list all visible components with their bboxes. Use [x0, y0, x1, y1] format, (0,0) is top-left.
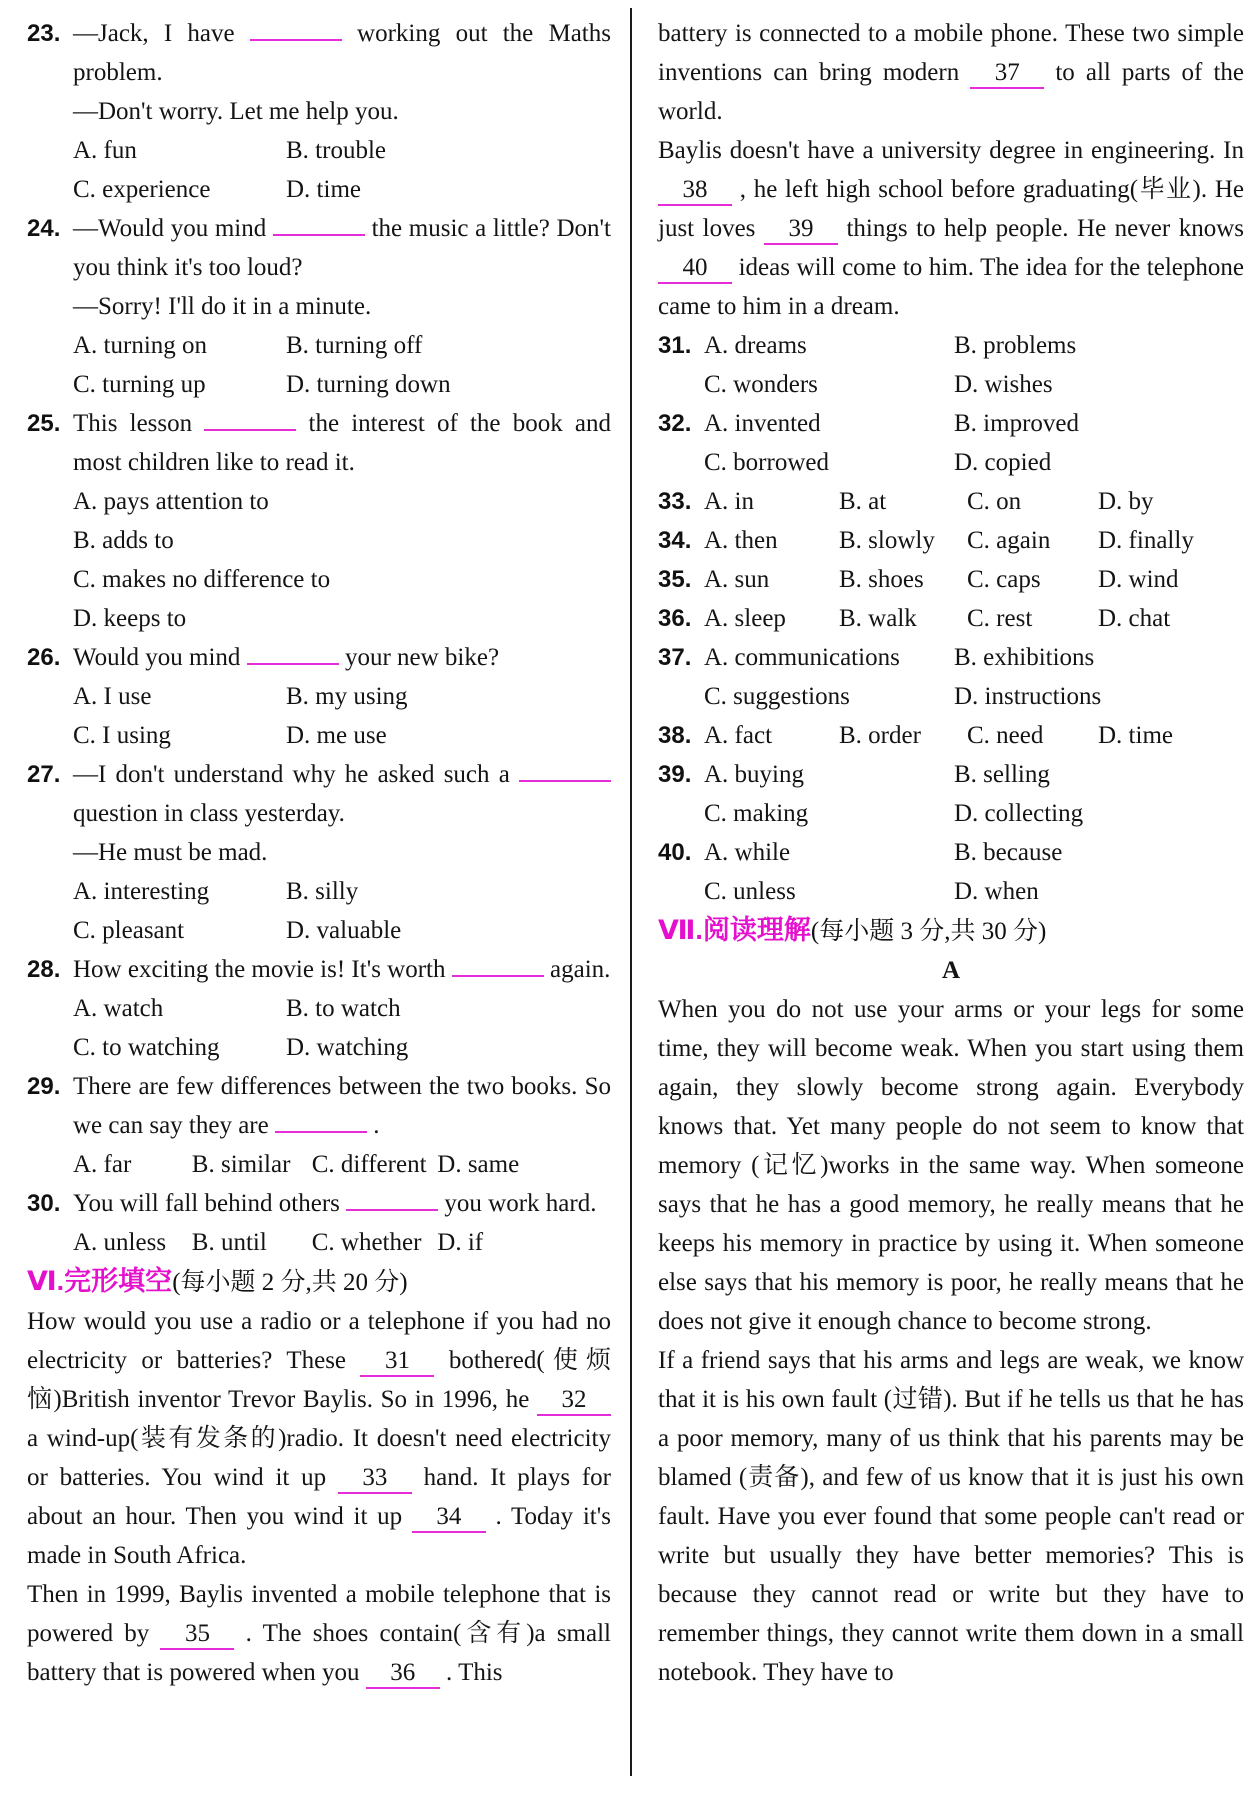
answer-blank-26	[247, 663, 339, 665]
option-35-C: C. caps	[967, 566, 1041, 593]
question-25-options	[73, 482, 611, 638]
option-29-D: D. same	[437, 1151, 520, 1178]
question-39	[658, 755, 1244, 833]
text-run: There are few differences between the two books. So we can say they are	[73, 1073, 611, 1139]
question-29-options	[73, 1145, 611, 1184]
answer-blank-27	[519, 780, 611, 782]
cloze-passage-left	[27, 1302, 611, 1692]
blank-40: 40	[658, 254, 732, 284]
question-27-text	[73, 755, 611, 833]
option-40-D: D. when	[954, 878, 1039, 905]
option-23-A: A. fun	[73, 137, 137, 164]
question-23-text	[73, 92, 611, 131]
question-number-23: 23.	[27, 20, 61, 47]
option-35-B: B. shoes	[839, 566, 924, 593]
section-header-reading	[658, 911, 1244, 951]
blank-37: 37	[970, 59, 1044, 89]
option-31-A: A. dreams	[704, 332, 807, 359]
option-30-B: B. until	[191, 1229, 267, 1256]
cloze-paragraph-1	[27, 1302, 611, 1575]
option-24-B: B. turning off	[286, 332, 423, 359]
question-38	[658, 716, 1244, 755]
option-40-B: B. because	[954, 839, 1063, 866]
question-number-24: 24.	[27, 215, 61, 242]
option-32-B: B. improved	[954, 410, 1079, 437]
question-number-31: 31.	[658, 332, 692, 359]
option-32-A: A. invented	[704, 410, 821, 437]
option-27-B: B. silly	[286, 878, 359, 905]
question-24	[27, 209, 611, 404]
question-28-options	[73, 989, 611, 1067]
question-number-25: 25.	[27, 410, 61, 437]
question-31-options	[704, 326, 1244, 404]
answer-blank-30	[346, 1209, 438, 1211]
option-28-A: A. watch	[73, 995, 164, 1022]
question-30-options	[73, 1223, 611, 1262]
text-run: You will fall behind others	[73, 1190, 347, 1217]
question-number-29: 29.	[27, 1073, 61, 1100]
question-36	[658, 599, 1244, 638]
option-33-D: D. by	[1098, 488, 1154, 515]
question-24-options	[73, 326, 611, 404]
question-32	[658, 404, 1244, 482]
option-35-D: D. wind	[1098, 566, 1179, 593]
question-27	[27, 755, 611, 950]
questions-31-40	[658, 326, 1244, 911]
cloze-passage-right	[658, 14, 1244, 326]
blank-31: 31	[360, 1347, 434, 1377]
blank-36: 36	[366, 1659, 440, 1689]
left-column	[27, 14, 611, 1692]
question-34-options	[704, 521, 1244, 560]
question-number-37: 37.	[658, 644, 692, 671]
option-34-B: B. slowly	[839, 527, 935, 554]
text-run: things to help people. He never knows	[837, 215, 1244, 242]
blank-33: 33	[338, 1464, 412, 1494]
text-run: Would you mind	[73, 644, 247, 671]
text-run: —Sorry! I'll do it in a minute.	[73, 293, 372, 320]
question-30	[27, 1184, 611, 1262]
cloze-section-title: Ⅵ.完形填空	[27, 1266, 173, 1296]
option-38-D: D. time	[1098, 722, 1173, 749]
text-run: a wind-up(装有发条的)radio. It doesn't need electricity or batteries. You wind it up	[27, 1425, 611, 1491]
text-run: . This	[439, 1659, 503, 1686]
option-33-C: C. on	[967, 488, 1022, 515]
option-29-B: B. similar	[191, 1151, 291, 1178]
answer-blank-23	[250, 39, 342, 41]
question-35	[658, 560, 1244, 599]
cloze-section-points: (每小题 2 分,共 20 分)	[172, 1269, 408, 1296]
cloze-paragraph-cont-1	[658, 14, 1244, 131]
option-26-A: A. I use	[73, 683, 152, 710]
question-29-text	[73, 1067, 611, 1145]
question-33	[658, 482, 1244, 521]
answer-blank-29	[275, 1131, 367, 1133]
question-25	[27, 404, 611, 638]
text-run: Baylis doesn't have a university degree in engineering. In	[658, 137, 1244, 164]
option-31-D: D. wishes	[954, 371, 1053, 398]
option-23-C: C. experience	[73, 176, 211, 203]
text-run: working out the Maths problem.	[73, 20, 611, 86]
question-number-38: 38.	[658, 722, 692, 749]
text-run: the interest of the book and most children like to read it.	[73, 410, 611, 476]
option-30-A: A. unless	[73, 1229, 167, 1256]
option-37-C: C. suggestions	[704, 683, 850, 710]
option-34-A: A. then	[704, 527, 778, 554]
option-30-D: D. if	[437, 1229, 484, 1256]
option-38-B: B. order	[839, 722, 921, 749]
option-26-C: C. I using	[73, 722, 171, 749]
blank-34: 34	[412, 1503, 486, 1533]
text-run: to all parts of the world.	[658, 59, 1244, 125]
question-number-27: 27.	[27, 761, 61, 788]
option-40-A: A. while	[704, 839, 791, 866]
column-divider	[630, 8, 632, 1776]
option-28-B: B. to watch	[286, 995, 401, 1022]
text-run: bothered(使烦恼)British inventor Trevor Baylis. So in 1996, he	[27, 1347, 611, 1413]
text-run: question in class yesterday.	[73, 800, 345, 827]
question-27-text	[73, 833, 611, 872]
question-39-options	[704, 755, 1244, 833]
option-27-A: A. interesting	[73, 878, 210, 905]
option-24-C: C. turning up	[73, 371, 206, 398]
question-28	[27, 950, 611, 1067]
option-34-D: D. finally	[1098, 527, 1194, 554]
question-40-options	[704, 833, 1244, 911]
question-number-36: 36.	[658, 605, 692, 632]
question-28-text	[73, 950, 611, 989]
questions-23-30	[27, 14, 611, 1262]
option-28-D: D. watching	[286, 1034, 409, 1061]
question-26-options	[73, 677, 611, 755]
question-33-options	[704, 482, 1244, 521]
reading-section-title: Ⅶ.阅读理解	[658, 915, 811, 945]
option-25-A: A. pays attention to	[73, 488, 269, 515]
option-31-B: B. problems	[954, 332, 1077, 359]
section-header-cloze	[27, 1262, 611, 1302]
question-24-text	[73, 287, 611, 326]
text-run: the music a little? Don't you think it's too loud?	[73, 215, 612, 281]
text-run: —Jack, I have	[73, 20, 250, 47]
option-28-C: C. to watching	[73, 1034, 220, 1061]
text-run: your new bike?	[338, 644, 500, 671]
option-36-C: C. rest	[967, 605, 1033, 632]
question-number-26: 26.	[27, 644, 61, 671]
option-29-C: C. different	[311, 1151, 427, 1178]
question-23	[27, 14, 611, 209]
text-run: . The shoes contain(含有)a small battery that is powered when you	[27, 1620, 611, 1686]
question-number-39: 39.	[658, 761, 692, 788]
option-27-C: C. pleasant	[73, 917, 185, 944]
text-run: How exciting the movie is! It's worth	[73, 956, 452, 983]
option-33-A: A. in	[704, 488, 754, 515]
question-37	[658, 638, 1244, 716]
cloze-paragraph-cont-2	[658, 131, 1244, 326]
option-36-B: B. walk	[839, 605, 917, 632]
text-run: . Today it's made in South Africa.	[27, 1503, 611, 1569]
option-30-C: C. whether	[311, 1229, 422, 1256]
text-run: you work hard.	[438, 1190, 597, 1217]
text-run: .	[366, 1112, 380, 1139]
text-run: —I don't understand why he asked such a	[73, 761, 519, 788]
right-column	[658, 14, 1244, 1692]
question-number-35: 35.	[658, 566, 692, 593]
reading-section-points: (每小题 3 分,共 30 分)	[810, 918, 1047, 945]
question-23-options	[73, 131, 611, 209]
text-run: If a friend says that his arms and legs are weak, we know that it is his own fault (过错). But if he tells us that he has a poor memory, many of us think that his parents may be blamed (责备), and few of us know that it is just his own fault. Have you ever found that some people can't read or write but usually they have better memories? This is because they cannot read or write but they have to remember things, they cannot write them down in a small notebook. They have to	[658, 1347, 1244, 1686]
option-26-B: B. my using	[286, 683, 408, 710]
option-24-A: A. turning on	[73, 332, 208, 359]
question-31	[658, 326, 1244, 404]
option-29-A: A. far	[73, 1151, 132, 1178]
option-27-D: D. valuable	[286, 917, 402, 944]
reading-paragraph-2	[658, 1341, 1244, 1692]
blank-38: 38	[658, 176, 732, 206]
option-37-D: D. instructions	[954, 683, 1102, 710]
question-number-30: 30.	[27, 1190, 61, 1217]
text-run: again.	[543, 956, 611, 983]
option-32-D: D. copied	[954, 449, 1052, 476]
text-run: When you do not use your arms or your legs for some time, they will become weak. When you start using them again, they slowly become strong again. Everybody knows that. Yet many people do not seem to know that memory (记忆)works in the same way. When someone says that he has a good memory, he really means that he keeps his memory in practice by using it. When someone else says that his memory is poor, he really means that he does not give it enough chance to become strong.	[658, 996, 1244, 1335]
reading-paragraph-1	[658, 990, 1244, 1341]
text-run: Then in 1999, Baylis invented a mobile telephone that is powered by	[27, 1581, 611, 1647]
blank-35: 35	[160, 1620, 234, 1650]
option-39-D: D. collecting	[954, 800, 1084, 827]
question-29	[27, 1067, 611, 1184]
question-38-options	[704, 716, 1244, 755]
text-run: —Don't worry. Let me help you.	[73, 98, 399, 125]
text-run: , he left high school before graduating(毕业). He just loves	[658, 176, 1244, 242]
question-number-28: 28.	[27, 956, 61, 983]
question-40	[658, 833, 1244, 911]
question-35-options	[704, 560, 1244, 599]
option-25-C: C. makes no difference to	[73, 566, 331, 593]
option-26-D: D. me use	[286, 722, 387, 749]
reading-passage-a	[658, 990, 1244, 1692]
text-run: hand. It plays for about an hour. Then you wind it up	[27, 1464, 611, 1530]
question-24-text	[73, 209, 611, 287]
question-36-options	[704, 599, 1244, 638]
option-24-D: D. turning down	[286, 371, 451, 398]
question-number-34: 34.	[658, 527, 692, 554]
blank-32: 32	[537, 1386, 611, 1416]
text-run: How would you use a radio or a telephone if you had no electricity or batteries? These	[27, 1308, 611, 1374]
question-number-33: 33.	[658, 488, 692, 515]
cloze-paragraph-2	[27, 1575, 611, 1692]
question-34	[658, 521, 1244, 560]
question-32-options	[704, 404, 1244, 482]
question-number-32: 32.	[658, 410, 692, 437]
option-39-B: B. selling	[954, 761, 1050, 788]
option-35-A: A. sun	[704, 566, 770, 593]
blank-39: 39	[764, 215, 838, 245]
answer-blank-25	[204, 429, 296, 431]
option-25-B: B. adds to	[73, 527, 174, 554]
option-37-A: A. communications	[704, 644, 900, 671]
question-25-text	[73, 404, 611, 482]
text-run: ideas will come to him. The idea for the telephone came to him in a dream.	[658, 254, 1244, 320]
question-26	[27, 638, 611, 755]
option-31-C: C. wonders	[704, 371, 818, 398]
question-number-40: 40.	[658, 839, 692, 866]
option-39-A: A. buying	[704, 761, 804, 788]
text-run: —Would you mind	[73, 215, 273, 242]
reading-passage-label: A	[941, 957, 961, 984]
option-34-C: C. again	[967, 527, 1051, 554]
question-23-text	[73, 14, 611, 92]
text-run: This lesson	[73, 410, 205, 437]
option-38-C: C. need	[967, 722, 1044, 749]
question-26-text	[73, 638, 611, 677]
option-33-B: B. at	[839, 488, 887, 515]
option-38-A: A. fact	[704, 722, 773, 749]
option-36-D: D. chat	[1098, 605, 1171, 632]
option-37-B: B. exhibitions	[954, 644, 1095, 671]
option-23-D: D. time	[286, 176, 361, 203]
option-36-A: A. sleep	[704, 605, 786, 632]
answer-blank-24	[273, 234, 365, 236]
question-37-options	[704, 638, 1244, 716]
option-39-C: C. making	[704, 800, 809, 827]
question-27-options	[73, 872, 611, 950]
option-32-C: C. borrowed	[704, 449, 829, 476]
option-25-D: D. keeps to	[73, 605, 187, 632]
text-run: —He must be mad.	[73, 839, 268, 866]
text-run: battery is connected to a mobile phone. These two simple inventions can bring modern	[658, 20, 1244, 86]
answer-blank-28	[452, 975, 544, 977]
question-30-text	[73, 1184, 611, 1223]
option-40-C: C. unless	[704, 878, 796, 905]
option-23-B: B. trouble	[286, 137, 386, 164]
